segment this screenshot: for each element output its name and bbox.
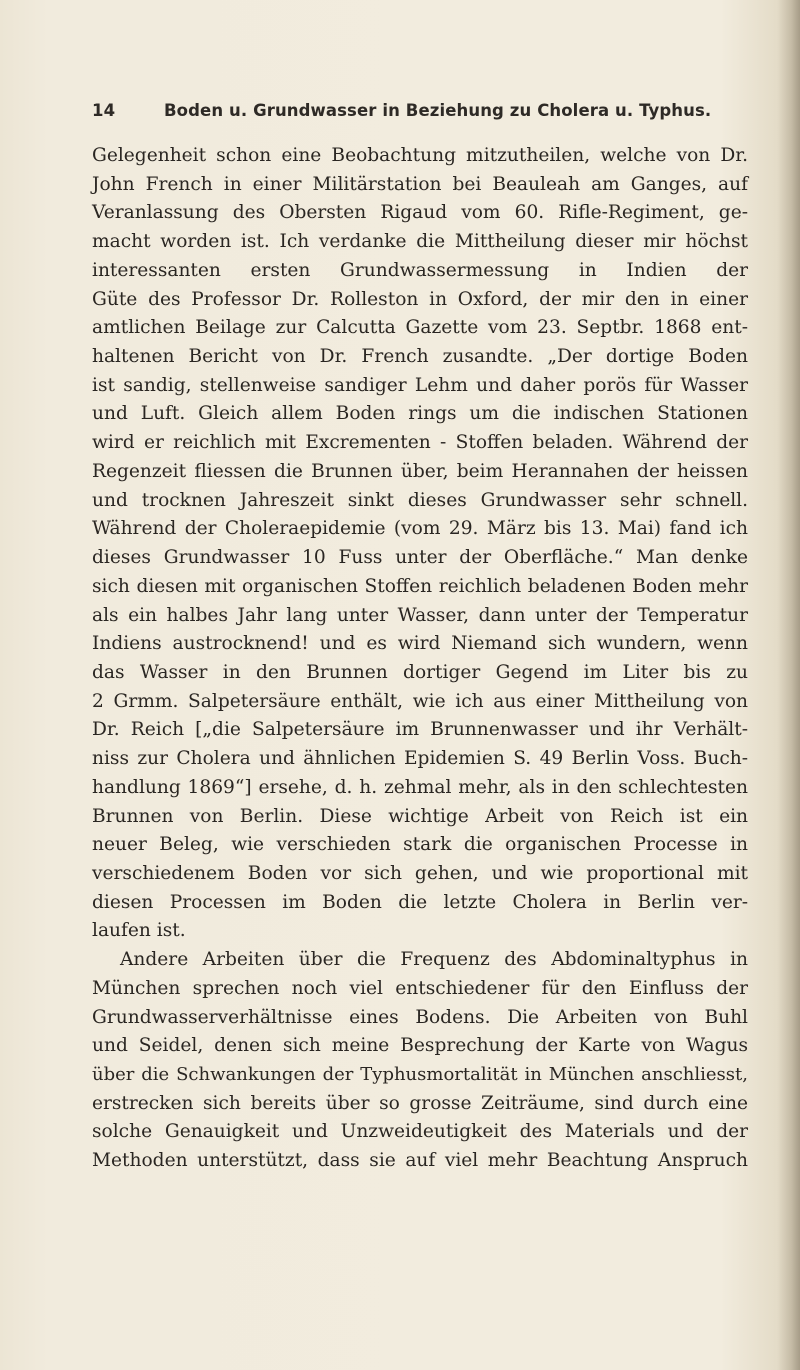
running-title: Boden u. Grundwasser in Beziehung zu Cholera u. Typhus. (164, 101, 712, 120)
text-line: sich diesen mit organischen Stoffen reichlich beladenen Boden mehr (92, 575, 748, 597)
text-line: Brunnen von Berlin. Diese wichtige Arbeit von Reich ist ein (92, 805, 748, 827)
text-line: Während der Choleraepidemie (vom 29. März bis 13. Mai) fand ich (92, 518, 748, 540)
text-line: handlung 1869“] ersehe, d. h. zehmal mehr, als in den schlechtesten (92, 776, 748, 798)
text-line: John French in einer Militärstation bei Beauleah am Ganges, auf (92, 173, 748, 195)
running-header (92, 101, 732, 131)
page-edge-shadow (778, 0, 800, 1370)
text-line: 2 Grmm. Salpetersäure enthält, wie ich aus einer Mittheilung von (92, 690, 748, 712)
text-line: wird er reichlich mit Excrementen - Stoffen beladen. Während der (92, 432, 748, 454)
page-number: 14 (92, 101, 116, 120)
text-line: Gelegenheit schon eine Beobachtung mitzutheilen, welche von Dr. (92, 145, 748, 166)
text-line-paragraph-end: laufen ist. (92, 920, 186, 942)
text-line: Methoden unterstützt, dass sie auf viel mehr Beachtung Anspruch (92, 1150, 748, 1172)
text-line: Güte des Professor Dr. Rolleston in Oxford, der mir den in einer (92, 288, 748, 310)
text-line: Regenzeit fliessen die Brunnen über, beim Herannahen der heissen (92, 460, 748, 482)
text-line: das Wasser in den Brunnen dortiger Gegend im Liter bis zu (92, 661, 748, 683)
text-line: verschiedenem Boden vor sich gehen, und wie proportional mit (92, 862, 748, 884)
text-line: niss zur Cholera und ähnlichen Epidemien S. 49 Berlin Voss. Buch- (92, 748, 748, 770)
text-line: und Luft. Gleich allem Boden rings um die indischen Stationen (92, 403, 748, 425)
text-line: Grundwasserverhältnisse eines Bodens. Die Arbeiten von Buhl (92, 1006, 748, 1028)
text-line: amtlichen Beilage zur Calcutta Gazette vom 23. Septbr. 1868 ent- (92, 317, 748, 339)
text-line: Indiens austrocknend! und es wird Niemand sich wundern, wenn (92, 633, 748, 655)
text-line: erstrecken sich bereits über so grosse Zeiträume, sind durch eine (92, 1092, 748, 1114)
text-line: neuer Beleg, wie verschieden stark die organischen Processe in (92, 834, 748, 856)
text-line: München sprechen noch viel entschiedener für den Einfluss der (92, 977, 748, 999)
text-line: macht worden ist. Ich verdanke die Mittheilung dieser mir höchst (92, 231, 748, 253)
body-text (92, 142, 748, 1176)
text-line: diesen Processen im Boden die letzte Cholera in Berlin ver- (92, 891, 748, 913)
text-line: als ein halbes Jahr lang unter Wasser, dann unter der Temperatur (92, 604, 748, 626)
text-line: Dr. Reich [„die Salpetersäure im Brunnenwasser und ihr Verhält- (92, 719, 748, 741)
text-line: und trocknen Jahreszeit sinkt dieses Grundwasser sehr schnell. (92, 489, 748, 511)
text-line: dieses Grundwasser 10 Fuss unter der Oberfläche.“ Man denke (92, 547, 748, 569)
text-line: und Seidel, denen sich meine Besprechung der Karte von Wagus (92, 1035, 748, 1057)
text-line: haltenen Bericht von Dr. French zusandte. „Der dortige Boden (92, 346, 748, 368)
text-line-paragraph-start: Andere Arbeiten über die Frequenz des Abdominaltyphus in (120, 949, 748, 971)
text-line: solche Genauigkeit und Unzweideutigkeit des Materials und der (92, 1121, 748, 1143)
text-line: interessanten ersten Grundwassermessung in Indien der (92, 259, 748, 281)
text-line: ist sandig, stellenweise sandiger Lehm und daher porös für Wasser (92, 374, 748, 396)
text-line: Veranlassung des Obersten Rigaud vom 60. Rifle-Regiment, ge- (92, 202, 748, 224)
text-line: über die Schwankungen der Typhusmortalität in München anschliesst, (92, 1064, 748, 1085)
